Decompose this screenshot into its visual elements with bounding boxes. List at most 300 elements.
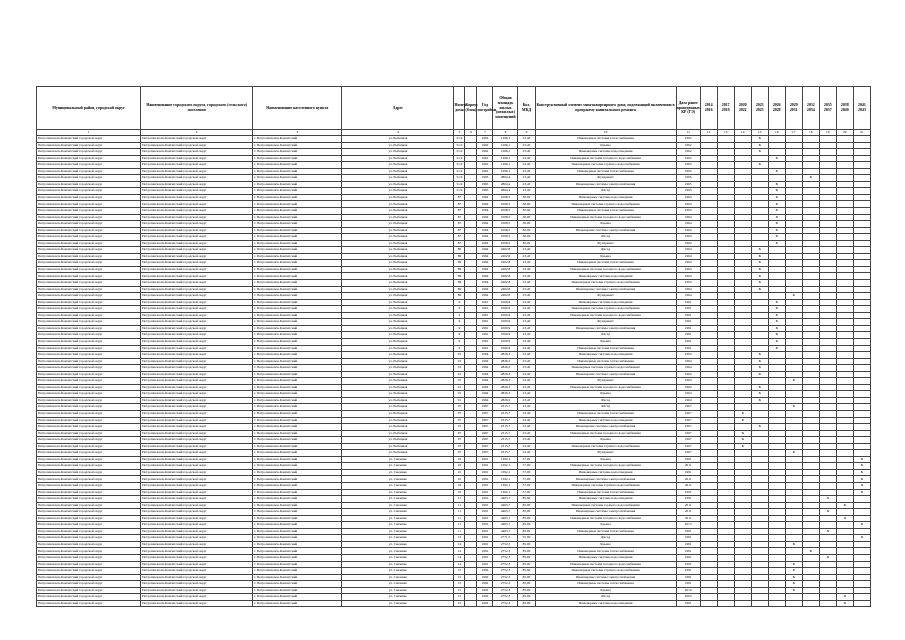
mkd-count-cell: 85,00: [518, 496, 535, 503]
locality-cell: г. Петропавловск-Камчатский: [253, 528, 342, 535]
settlement-cell: Петропавловск-Камчатский городской округ: [141, 450, 253, 457]
mkd-count-cell: 85,00: [518, 581, 535, 588]
mkd-count-cell: 23,40: [518, 410, 535, 417]
address-cell: ул. Рыбацкая: [342, 227, 454, 234]
structural-element-cell: Фасад: [535, 535, 676, 542]
address-cell: ул. Рыбацкая: [342, 280, 454, 287]
locality-cell: г. Петропавловск-Камчатский: [253, 280, 342, 287]
area-cell: 2752,3: [493, 561, 518, 568]
structural-element-cell: Крыша: [535, 456, 676, 463]
district-cell: Петропавловск-Камчатский городской округ: [37, 581, 141, 588]
area-cell: 2752,3: [493, 548, 518, 555]
district-cell: Петропавловск-Камчатский городской округ: [37, 273, 141, 280]
house-number-cell: 89: [454, 273, 465, 280]
structural-element-cell: Инженерные системы холодного водоснабжения: [535, 515, 676, 522]
address-cell: ул. Савченко: [342, 541, 454, 548]
build-year-cell: 1992: [477, 568, 493, 575]
house-number-cell: 51/4: [454, 188, 465, 195]
period-mark: X: [785, 581, 802, 588]
house-number-cell: 14: [454, 548, 465, 555]
mkd-count-cell: 23,40: [518, 168, 535, 175]
previous-repair-cell: 1991: [676, 541, 700, 548]
settlement-cell: Петропавловск-Камчатский городской округ: [141, 430, 253, 437]
address-cell: ул. Савченко: [342, 561, 454, 568]
area-cell: 1060,9: [493, 319, 518, 326]
period-mark: X: [853, 482, 870, 489]
structural-element-cell: Крыша: [535, 391, 676, 398]
period-mark: X: [751, 286, 768, 293]
address-cell: ул. Рыбацкая: [342, 345, 454, 352]
structural-element-cell: Инженерные системы электроснабжения: [535, 509, 676, 516]
address-cell: ул. Рыбацкая: [342, 312, 454, 319]
structural-element-cell: Инженерные системы холодного водоснабжения: [535, 561, 676, 568]
settlement-cell: Петропавловск-Камчатский городской округ: [141, 568, 253, 575]
column-number: 20: [836, 130, 853, 136]
previous-repair-cell: 1964: [676, 391, 700, 398]
period-mark: X: [734, 443, 751, 450]
district-cell: Петропавловск-Камчатский городской округ: [37, 345, 141, 352]
build-year-cell: 1991: [477, 555, 493, 562]
area-cell: 2752,3: [493, 600, 518, 607]
column-number: 8: [493, 130, 518, 136]
period-mark: X: [853, 469, 870, 476]
district-cell: Петропавловск-Камчатский городской округ: [37, 522, 141, 529]
area-cell: 2826,3: [493, 358, 518, 365]
area-cell: 2462,8: [493, 280, 518, 287]
house-number-cell: 14: [454, 555, 465, 562]
column-number: 12: [700, 130, 717, 136]
settlement-cell: Петропавловск-Камчатский городской округ: [141, 227, 253, 234]
structural-element-cell: Фундамент: [535, 450, 676, 457]
district-cell: Петропавловск-Камчатский городской округ: [37, 365, 141, 372]
previous-repair-cell: 1961: [676, 312, 700, 319]
area-cell: 2462,8: [493, 293, 518, 300]
structural-element-cell: Инженерные системы теплоснабжения: [535, 489, 676, 496]
settlement-cell: Петропавловск-Камчатский городской округ: [141, 555, 253, 562]
structural-element-cell: Крыша: [535, 221, 676, 228]
structural-element-cell: Инженерные системы электроснабжения: [535, 476, 676, 483]
district-cell: Петропавловск-Камчатский городской округ: [37, 280, 141, 287]
district-cell: Петропавловск-Камчатский городской округ: [37, 600, 141, 607]
previous-repair-cell: 1964: [676, 293, 700, 300]
address-cell: ул. Рыбацкая: [342, 221, 454, 228]
district-cell: Петропавловск-Камчатский городской округ: [37, 489, 141, 496]
build-year-cell: 1991: [477, 561, 493, 568]
locality-cell: г. Петропавловск-Камчатский: [253, 489, 342, 496]
build-year-cell: 1964: [477, 234, 493, 241]
structural-element-cell: Инженерные системы электроснабжения: [535, 325, 676, 332]
previous-repair-cell: 1962: [676, 168, 700, 175]
previous-repair-cell: 1967: [676, 410, 700, 417]
table-body: [37, 136, 871, 607]
build-year-cell: 1962: [477, 168, 493, 175]
settlement-cell: Петропавловск-Камчатский городской округ: [141, 404, 253, 411]
build-year-cell: 1991: [477, 541, 493, 548]
settlement-cell: Петропавловск-Камчатский городской округ: [141, 201, 253, 208]
locality-cell: г. Петропавловск-Камчатский: [253, 574, 342, 581]
address-cell: ул. Рыбацкая: [342, 240, 454, 247]
settlement-cell: Петропавловск-Камчатский городской округ: [141, 417, 253, 424]
settlement-cell: Петропавловск-Камчатский городской округ: [141, 319, 253, 326]
house-number-cell: 87: [454, 240, 465, 247]
mkd-count-cell: 85,00: [518, 600, 535, 607]
district-cell: Петропавловск-Камчатский городской округ: [37, 496, 141, 503]
house-number-cell: 11: [454, 496, 465, 503]
structural-element-cell: Фундамент: [535, 175, 676, 182]
period-mark: X: [751, 384, 768, 391]
previous-repair-cell: 1961: [676, 332, 700, 339]
period-cell: [853, 600, 870, 607]
address-cell: ул. Савченко: [342, 581, 454, 588]
previous-repair-cell: 2013: [676, 522, 700, 529]
build-year-cell: 1967: [477, 443, 493, 450]
mkd-count-cell: 23,40: [518, 142, 535, 149]
period-mark: X: [802, 548, 819, 555]
locality-cell: г. Петропавловск-Камчатский: [253, 430, 342, 437]
house-number-cell: 51/2: [454, 162, 465, 169]
structural-element-cell: Инженерные системы горячего водоснабжения: [535, 443, 676, 450]
locality-cell: г. Петропавловск-Камчатский: [253, 325, 342, 332]
locality-cell: г. Петропавловск-Камчатский: [253, 581, 342, 588]
structural-element-cell: Инженерные системы холодного водоснабжения: [535, 430, 676, 437]
mkd-count-cell: 30,00: [518, 227, 535, 234]
structural-element-cell: Фундамент: [535, 293, 676, 300]
period-mark: X: [751, 260, 768, 267]
build-year-cell: 1991: [477, 463, 493, 470]
period-mark: X: [768, 201, 785, 208]
district-cell: Петропавловск-Камчатский городской округ: [37, 391, 141, 398]
mkd-count-cell: 23,40: [518, 424, 535, 431]
period-mark: X: [785, 568, 802, 575]
area-cell: 2826,3: [493, 397, 518, 404]
house-number-cell: 15: [454, 587, 465, 594]
period-mark: X: [751, 142, 768, 149]
column-header: 2038 2040: [836, 87, 853, 130]
house-number-cell: 87: [454, 234, 465, 241]
build-year-cell: 1964: [477, 260, 493, 267]
settlement-cell: Петропавловск-Камчатский городской округ: [141, 312, 253, 319]
area-cell: 1060,9: [493, 345, 518, 352]
settlement-cell: Петропавловск-Камчатский городской округ: [141, 358, 253, 365]
structural-element-cell: Инженерные системы теплоснабжения: [535, 208, 676, 215]
settlement-cell: Петропавловск-Камчатский городской округ: [141, 371, 253, 378]
house-number-cell: 9: [454, 338, 465, 345]
settlement-cell: Петропавловск-Камчатский городской округ: [141, 338, 253, 345]
settlement-cell: Петропавловск-Камчатский городской округ: [141, 266, 253, 273]
address-cell: ул. Рыбацкая: [342, 384, 454, 391]
district-cell: Петропавловск-Камчатский городской округ: [37, 234, 141, 241]
mkd-count-cell: 30,00: [518, 214, 535, 221]
address-cell: ул. Рыбацкая: [342, 410, 454, 417]
build-year-cell: 1991: [477, 548, 493, 555]
column-header: 2026 2028: [768, 87, 785, 130]
address-cell: ул. Рыбацкая: [342, 325, 454, 332]
column-number: 2: [141, 130, 253, 136]
period-mark: X: [785, 587, 802, 594]
previous-repair-cell: 1964: [676, 208, 700, 215]
previous-repair-cell: 1961: [676, 338, 700, 345]
period-mark: X: [836, 594, 853, 601]
house-number-cell: 87: [454, 227, 465, 234]
area-cell: 2826,3: [493, 352, 518, 359]
district-cell: Петропавловск-Камчатский городской округ: [37, 325, 141, 332]
period-mark: X: [768, 332, 785, 339]
house-number-cell: 91: [454, 397, 465, 404]
address-cell: ул. Савченко: [342, 463, 454, 470]
column-number: 1: [37, 130, 141, 136]
previous-repair-cell: 1962: [676, 162, 700, 169]
area-cell: 1266,1: [493, 162, 518, 169]
period-mark: X: [751, 247, 768, 254]
area-cell: 2752,3: [493, 581, 518, 588]
area-cell: 2462,8: [493, 266, 518, 273]
previous-repair-cell: 2011: [676, 463, 700, 470]
mkd-count-cell: 23,40: [518, 352, 535, 359]
build-year-cell: 1964: [477, 221, 493, 228]
address-cell: ул. Рыбацкая: [342, 214, 454, 221]
build-year-cell: 1962: [477, 162, 493, 169]
mkd-count-cell: 23,40: [518, 384, 535, 391]
house-number-cell: 91: [454, 365, 465, 372]
locality-cell: г. Петропавловск-Камчатский: [253, 352, 342, 359]
mkd-count-cell: 30,00: [518, 208, 535, 215]
previous-repair-cell: 1991: [676, 600, 700, 607]
column-header: Кол. МКД: [518, 87, 535, 130]
structural-element-cell: Инженерные системы холодного водоснабжения: [535, 384, 676, 391]
previous-repair-cell: 2011: [676, 482, 700, 489]
column-number: 16: [768, 130, 785, 136]
house-number-cell: 89: [454, 266, 465, 273]
locality-cell: г. Петропавловск-Камчатский: [253, 208, 342, 215]
address-cell: ул. Рыбацкая: [342, 168, 454, 175]
settlement-cell: Петропавловск-Камчатский городской округ: [141, 221, 253, 228]
column-header: Адрес: [342, 87, 454, 130]
address-cell: ул. Рыбацкая: [342, 391, 454, 398]
structural-element-cell: Крыша: [535, 522, 676, 529]
house-number-cell: 51/2: [454, 149, 465, 156]
mkd-count-cell: 23,40: [518, 136, 535, 143]
locality-cell: г. Петропавловск-Камчатский: [253, 535, 342, 542]
house-number-cell: 97: [454, 437, 465, 444]
column-number: 21: [853, 130, 870, 136]
address-cell: ул. Савченко: [342, 594, 454, 601]
previous-repair-cell: 1961: [676, 306, 700, 313]
mkd-count-cell: 23,40: [518, 266, 535, 273]
column-header: Муниципальный район, городской округ: [37, 87, 141, 130]
house-number-cell: 14: [454, 541, 465, 548]
address-cell: ул. Рыбацкая: [342, 332, 454, 339]
structural-element-cell: Инженерные системы теплоснабжения: [535, 548, 676, 555]
house-number-cell: 87: [454, 201, 465, 208]
previous-repair-cell: 1962: [676, 136, 700, 143]
settlement-cell: Петропавловск-Камчатский городской округ: [141, 489, 253, 496]
locality-cell: г. Петропавловск-Камчатский: [253, 194, 342, 201]
mkd-count-cell: 57,00: [518, 482, 535, 489]
locality-cell: г. Петропавловск-Камчатский: [253, 391, 342, 398]
area-cell: 2864,4: [493, 175, 518, 182]
mkd-count-cell: 23,40: [518, 443, 535, 450]
district-cell: Петропавловск-Камчатский городской округ: [37, 260, 141, 267]
house-number-cell: 9: [454, 312, 465, 319]
district-cell: Петропавловск-Камчатский городской округ: [37, 371, 141, 378]
period-mark: X: [768, 312, 785, 319]
mkd-count-cell: 85,00: [518, 522, 535, 529]
column-header: 2029 2031: [785, 87, 802, 130]
previous-repair-cell: 1964: [676, 384, 700, 391]
period-mark: X: [768, 155, 785, 162]
locality-cell: г. Петропавловск-Камчатский: [253, 188, 342, 195]
structural-element-cell: Инженерные системы холодного водоснабжения: [535, 214, 676, 221]
area-cell: 1266,1: [493, 149, 518, 156]
locality-cell: г. Петропавловск-Камчатский: [253, 600, 342, 607]
area-cell: 1392,1: [493, 482, 518, 489]
table-header-row: [37, 87, 871, 130]
period-cell: [768, 600, 785, 607]
district-cell: Петропавловск-Камчатский городской округ: [37, 541, 141, 548]
structural-element-cell: Инженерные системы водоотведения: [535, 417, 676, 424]
house-number-cell: 11: [454, 509, 465, 516]
district-cell: Петропавловск-Камчатский городской округ: [37, 319, 141, 326]
locality-cell: г. Петропавловск-Камчатский: [253, 227, 342, 234]
address-cell: ул. Рыбацкая: [342, 260, 454, 267]
house-number-cell: 11: [454, 522, 465, 529]
build-year-cell: 1967: [477, 424, 493, 431]
period-mark: X: [734, 437, 751, 444]
district-cell: Петропавловск-Камчатский городской округ: [37, 194, 141, 201]
address-cell: ул. Рыбацкая: [342, 293, 454, 300]
house-number-cell: 15: [454, 600, 465, 607]
period-mark: X: [751, 266, 768, 273]
mkd-count-cell: 30,00: [518, 240, 535, 247]
settlement-cell: Петропавловск-Камчатский городской округ: [141, 397, 253, 404]
period-mark: X: [785, 574, 802, 581]
settlement-cell: Петропавловск-Камчатский городской округ: [141, 594, 253, 601]
period-mark: X: [785, 293, 802, 300]
area-cell: 2315,7: [493, 430, 518, 437]
settlement-cell: Петропавловск-Камчатский городской округ: [141, 581, 253, 588]
district-cell: Петропавловск-Камчатский городской округ: [37, 456, 141, 463]
build-year-cell: 1962: [477, 149, 493, 156]
period-mark: X: [751, 424, 768, 431]
build-year-cell: 1964: [477, 247, 493, 254]
mkd-count-cell: 57,00: [518, 456, 535, 463]
settlement-cell: Петропавловск-Камчатский городской округ: [141, 548, 253, 555]
build-year-cell: 1967: [477, 430, 493, 437]
area-cell: 2752,3: [493, 568, 518, 575]
district-cell: Петропавловск-Камчатский городской округ: [37, 437, 141, 444]
build-year-cell: 1964: [477, 384, 493, 391]
address-cell: ул. Рыбацкая: [342, 181, 454, 188]
period-mark: X: [768, 234, 785, 241]
build-year-cell: 1991: [477, 489, 493, 496]
area-cell: 1266,1: [493, 155, 518, 162]
structural-element-cell: Инженерные системы теплоснабжения: [535, 345, 676, 352]
mkd-count-cell: 23,40: [518, 417, 535, 424]
mkd-count-cell: 30,00: [518, 234, 535, 241]
build-year-cell: 1991: [477, 528, 493, 535]
house-number-cell: 89: [454, 286, 465, 293]
structural-element-cell: Фасад: [535, 188, 676, 195]
settlement-cell: Петропавловск-Камчатский городской округ: [141, 561, 253, 568]
settlement-cell: Петропавловск-Камчатский городской округ: [141, 509, 253, 516]
locality-cell: г. Петропавловск-Камчатский: [253, 201, 342, 208]
previous-repair-cell: 2002: [676, 594, 700, 601]
build-year-cell: 1962: [477, 155, 493, 162]
house-number-cell: 51/2: [454, 168, 465, 175]
mkd-count-cell: 57,00: [518, 463, 535, 470]
build-year-cell: 1964: [477, 201, 493, 208]
district-cell: Петропавловск-Камчатский городской округ: [37, 548, 141, 555]
address-cell: ул. Рыбацкая: [342, 253, 454, 260]
locality-cell: г. Петропавловск-Камчатский: [253, 181, 342, 188]
previous-repair-cell: 1961: [676, 299, 700, 306]
structural-element-cell: Инженерные системы электроснабжения: [535, 424, 676, 431]
locality-cell: г. Петропавловск-Камчатский: [253, 561, 342, 568]
district-cell: Петропавловск-Камчатский городской округ: [37, 417, 141, 424]
address-cell: ул. Рыбацкая: [342, 299, 454, 306]
period-mark: X: [751, 397, 768, 404]
district-cell: Петропавловск-Камчатский городской округ: [37, 384, 141, 391]
mkd-count-cell: 85,00: [518, 502, 535, 509]
previous-repair-cell: 1964: [676, 227, 700, 234]
house-number-cell: 9: [454, 319, 465, 326]
house-number-cell: 51/2: [454, 136, 465, 143]
settlement-cell: Петропавловск-Камчатский городской округ: [141, 214, 253, 221]
build-year-cell: 1964: [477, 266, 493, 273]
house-number-cell: 91: [454, 352, 465, 359]
period-mark: X: [819, 528, 836, 535]
address-cell: ул. Савченко: [342, 568, 454, 575]
area-cell: 2315,7: [493, 437, 518, 444]
column-number: 3: [253, 130, 342, 136]
previous-repair-cell: 2011: [676, 476, 700, 483]
build-year-cell: 1991: [477, 515, 493, 522]
house-number-cell: 87: [454, 194, 465, 201]
period-cell: [734, 600, 751, 607]
structural-element-cell: Крыша: [535, 437, 676, 444]
settlement-cell: Петропавловск-Камчатский городской округ: [141, 424, 253, 431]
locality-cell: г. Петропавловск-Камчатский: [253, 384, 342, 391]
period-mark: X: [751, 253, 768, 260]
structural-element-cell: Фасад: [535, 594, 676, 601]
house-number-cell: 9: [454, 299, 465, 306]
house-number-cell: 9: [454, 345, 465, 352]
mkd-count-cell: 55,00: [518, 535, 535, 542]
district-cell: Петропавловск-Камчатский городской округ: [37, 568, 141, 575]
column-number: 9: [518, 130, 535, 136]
structural-element-cell: Фундамент: [535, 319, 676, 326]
structural-element-cell: Фасад: [535, 397, 676, 404]
mkd-count-cell: 85,00: [518, 509, 535, 516]
column-header: Общая площадь жилых (нежилых) помещений: [493, 87, 518, 130]
structural-element-cell: Инженерные системы электроснабжения: [535, 227, 676, 234]
build-year-cell: 1964: [477, 365, 493, 372]
previous-repair-cell: 1967: [676, 443, 700, 450]
mkd-count-cell: 85,00: [518, 587, 535, 594]
structural-element-cell: Инженерные системы теплоснабжения: [535, 136, 676, 143]
locality-cell: г. Петропавловск-Камчатский: [253, 293, 342, 300]
structural-element-cell: Инженерные системы электроснабжения: [535, 286, 676, 293]
settlement-cell: Петропавловск-Камчатский городской округ: [141, 181, 253, 188]
house-number-cell: 97: [454, 417, 465, 424]
column-header: Наименование населенного пункта: [253, 87, 342, 130]
table-row: [37, 600, 871, 607]
column-header: Дата ранее проведенных КР (ГЭ): [676, 87, 700, 130]
build-year-cell: 1991: [477, 456, 493, 463]
mkd-count-cell: 23,40: [518, 162, 535, 169]
settlement-cell: Петропавловск-Камчатский городской округ: [141, 443, 253, 450]
structural-element-cell: Крыша: [535, 587, 676, 594]
